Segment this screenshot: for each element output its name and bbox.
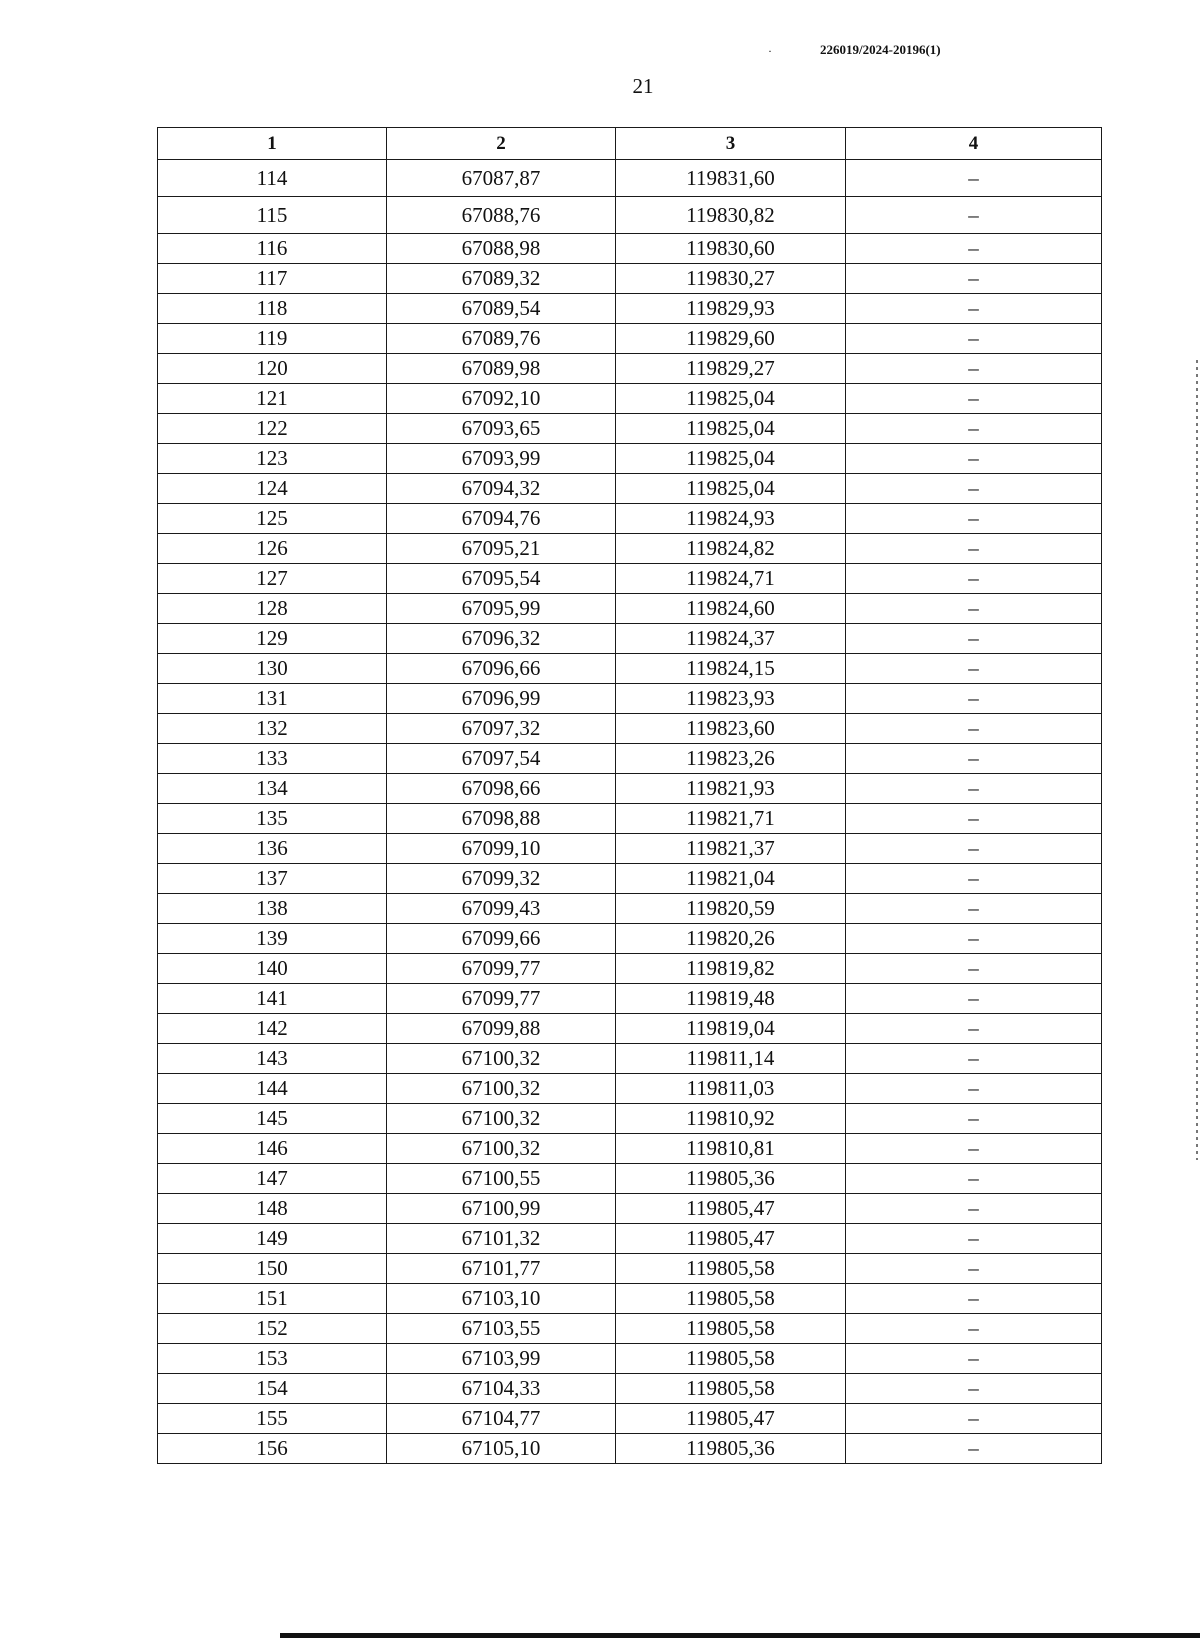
table-cell: 67100,32 — [387, 1134, 616, 1164]
table-cell: 119825,04 — [616, 474, 846, 504]
table-cell: 119805,36 — [616, 1164, 846, 1194]
table-cell: 150 — [158, 1254, 387, 1284]
table-cell: 67100,32 — [387, 1074, 616, 1104]
table-cell: 67099,77 — [387, 954, 616, 984]
table-row — [158, 384, 1102, 414]
table-cell: 67088,98 — [387, 234, 616, 264]
table-cell: 67096,99 — [387, 684, 616, 714]
table-row — [158, 1074, 1102, 1104]
table-cell: 119825,04 — [616, 384, 846, 414]
table-cell: 120 — [158, 354, 387, 384]
table-cell: 67093,65 — [387, 414, 616, 444]
table-cell: 151 — [158, 1284, 387, 1314]
table-cell: 155 — [158, 1404, 387, 1434]
table-cell: 133 — [158, 744, 387, 774]
table-cell: 119805,47 — [616, 1404, 846, 1434]
table-cell: 138 — [158, 894, 387, 924]
table-cell: 119805,36 — [616, 1434, 846, 1464]
table-cell: 149 — [158, 1224, 387, 1254]
table-cell: 129 — [158, 624, 387, 654]
table-cell: 119824,60 — [616, 594, 846, 624]
table-cell: 152 — [158, 1314, 387, 1344]
table-cell: – — [846, 894, 1102, 924]
coordinates-table — [157, 127, 1102, 1464]
table-row — [158, 444, 1102, 474]
table-row — [158, 1284, 1102, 1314]
table-cell: 145 — [158, 1104, 387, 1134]
table-cell: – — [846, 954, 1102, 984]
table-cell: 67099,43 — [387, 894, 616, 924]
table-cell: – — [846, 744, 1102, 774]
table-row — [158, 160, 1102, 197]
table-cell: – — [846, 984, 1102, 1014]
table-row — [158, 1134, 1102, 1164]
table-cell: 156 — [158, 1434, 387, 1464]
table-row — [158, 654, 1102, 684]
table-cell: – — [846, 1224, 1102, 1254]
table-cell: 67089,32 — [387, 264, 616, 294]
table-row — [158, 624, 1102, 654]
table-row — [158, 294, 1102, 324]
table-cell: 119823,26 — [616, 744, 846, 774]
table-cell: 139 — [158, 924, 387, 954]
table-cell: – — [846, 1194, 1102, 1224]
table-body — [158, 160, 1102, 1464]
table-row — [158, 1164, 1102, 1194]
table-cell: – — [846, 1044, 1102, 1074]
table-row — [158, 1314, 1102, 1344]
document-number: 226019/2024-20196(1) — [820, 42, 941, 57]
table-cell: 67101,32 — [387, 1224, 616, 1254]
table-row — [158, 924, 1102, 954]
table-cell: 119829,93 — [616, 294, 846, 324]
table-cell: 140 — [158, 954, 387, 984]
table-cell: 67098,66 — [387, 774, 616, 804]
table-cell: 119830,60 — [616, 234, 846, 264]
table-cell: – — [846, 714, 1102, 744]
table-row — [158, 894, 1102, 924]
table-cell: 132 — [158, 714, 387, 744]
table-cell: – — [846, 474, 1102, 504]
table-cell: – — [846, 564, 1102, 594]
table-cell: 67098,88 — [387, 804, 616, 834]
table-row — [158, 1044, 1102, 1074]
table-cell: 114 — [158, 160, 387, 197]
table-cell: 67104,77 — [387, 1404, 616, 1434]
table-cell: – — [846, 1254, 1102, 1284]
table-row — [158, 984, 1102, 1014]
table-row — [158, 834, 1102, 864]
table-cell: 131 — [158, 684, 387, 714]
table-row — [158, 1014, 1102, 1044]
table-row — [158, 1224, 1102, 1254]
table-cell: 119824,15 — [616, 654, 846, 684]
table-cell: 67093,99 — [387, 444, 616, 474]
header-row — [158, 128, 1102, 160]
table-row — [158, 744, 1102, 774]
table-cell: – — [846, 654, 1102, 684]
table-row — [158, 954, 1102, 984]
table-cell: 119824,82 — [616, 534, 846, 564]
table-cell: 67099,77 — [387, 984, 616, 1014]
table-cell: – — [846, 774, 1102, 804]
table-cell: 67087,87 — [387, 160, 616, 197]
table-cell: – — [846, 1014, 1102, 1044]
column-header: 2 — [387, 128, 616, 160]
table-cell: 119824,71 — [616, 564, 846, 594]
table-cell: 119805,47 — [616, 1194, 846, 1224]
table-cell: 148 — [158, 1194, 387, 1224]
table-cell: – — [846, 384, 1102, 414]
table-row — [158, 474, 1102, 504]
table-cell: – — [846, 1344, 1102, 1374]
table-cell: – — [846, 294, 1102, 324]
table-row — [158, 864, 1102, 894]
table-cell: 67103,55 — [387, 1314, 616, 1344]
table-cell: – — [846, 444, 1102, 474]
table-cell: 137 — [158, 864, 387, 894]
table-cell: 67105,10 — [387, 1434, 616, 1464]
table-row — [158, 534, 1102, 564]
table-cell: 67099,88 — [387, 1014, 616, 1044]
table-row — [158, 1254, 1102, 1284]
table-cell: 119819,48 — [616, 984, 846, 1014]
table-cell: 67089,76 — [387, 324, 616, 354]
table-cell: 119 — [158, 324, 387, 354]
table-row — [158, 1434, 1102, 1464]
table-cell: 67099,32 — [387, 864, 616, 894]
table-cell: 67094,76 — [387, 504, 616, 534]
table-cell: 142 — [158, 1014, 387, 1044]
table-cell: 117 — [158, 264, 387, 294]
table-row — [158, 1404, 1102, 1434]
table-cell: 154 — [158, 1374, 387, 1404]
table-cell: 126 — [158, 534, 387, 564]
table-cell: 67089,54 — [387, 294, 616, 324]
table-cell: 134 — [158, 774, 387, 804]
table-cell: – — [846, 534, 1102, 564]
table-cell: 67104,33 — [387, 1374, 616, 1404]
table-cell: 119805,47 — [616, 1224, 846, 1254]
table-cell: 119820,26 — [616, 924, 846, 954]
table-cell: 130 — [158, 654, 387, 684]
table-cell: 119825,04 — [616, 414, 846, 444]
table-cell: – — [846, 160, 1102, 197]
table-row — [158, 1344, 1102, 1374]
scan-bottom-edge — [280, 1633, 1200, 1638]
table-cell: 119824,93 — [616, 504, 846, 534]
table-cell: 119810,81 — [616, 1134, 846, 1164]
table-cell: 153 — [158, 1344, 387, 1374]
table-cell: 119830,82 — [616, 197, 846, 234]
table-cell: 67100,99 — [387, 1194, 616, 1224]
table-cell: 67100,32 — [387, 1104, 616, 1134]
table-row — [158, 504, 1102, 534]
table-cell: 119830,27 — [616, 264, 846, 294]
table-cell: – — [846, 804, 1102, 834]
column-header: 1 — [158, 128, 387, 160]
table-row — [158, 264, 1102, 294]
table-row — [158, 714, 1102, 744]
table-cell: – — [846, 1374, 1102, 1404]
table-cell: 67103,99 — [387, 1344, 616, 1374]
table-cell: – — [846, 1104, 1102, 1134]
table-cell: 121 — [158, 384, 387, 414]
table-cell: 67099,66 — [387, 924, 616, 954]
table-cell: 116 — [158, 234, 387, 264]
scan-edge-artifact — [1196, 360, 1198, 1160]
table-cell: – — [846, 1404, 1102, 1434]
table-cell: 67088,76 — [387, 197, 616, 234]
table-cell: 119805,58 — [616, 1344, 846, 1374]
table-row — [158, 1374, 1102, 1404]
table-cell: 119811,03 — [616, 1074, 846, 1104]
table-cell: 119821,04 — [616, 864, 846, 894]
table-cell: 67100,55 — [387, 1164, 616, 1194]
table-cell: 147 — [158, 1164, 387, 1194]
table-cell: 119820,59 — [616, 894, 846, 924]
table-cell: – — [846, 1164, 1102, 1194]
table-cell: 119819,04 — [616, 1014, 846, 1044]
table-row — [158, 1194, 1102, 1224]
table-cell: 122 — [158, 414, 387, 444]
column-header: 3 — [616, 128, 846, 160]
table-row — [158, 324, 1102, 354]
table-row — [158, 564, 1102, 594]
table-cell: 119829,60 — [616, 324, 846, 354]
table-row — [158, 804, 1102, 834]
table-cell: – — [846, 594, 1102, 624]
table-cell: 67095,54 — [387, 564, 616, 594]
table-cell: 119825,04 — [616, 444, 846, 474]
table-cell: 119824,37 — [616, 624, 846, 654]
table-header — [158, 128, 1102, 160]
table-cell: 119811,14 — [616, 1044, 846, 1074]
table-cell: 124 — [158, 474, 387, 504]
table-cell: 67096,32 — [387, 624, 616, 654]
table-cell: – — [846, 1134, 1102, 1164]
table-cell: – — [846, 864, 1102, 894]
table-row — [158, 414, 1102, 444]
table-row — [158, 774, 1102, 804]
table-cell: 136 — [158, 834, 387, 864]
table-cell: 144 — [158, 1074, 387, 1104]
table-cell: 67097,54 — [387, 744, 616, 774]
table-cell: 119823,60 — [616, 714, 846, 744]
table-cell: – — [846, 684, 1102, 714]
table-cell: 127 — [158, 564, 387, 594]
table-row — [158, 684, 1102, 714]
table-cell: – — [846, 414, 1102, 444]
table-cell: 67096,66 — [387, 654, 616, 684]
table-cell: – — [846, 234, 1102, 264]
table-cell: 115 — [158, 197, 387, 234]
table-cell: – — [846, 504, 1102, 534]
table-cell: 67103,10 — [387, 1284, 616, 1314]
table-cell: 67101,77 — [387, 1254, 616, 1284]
table-row — [158, 234, 1102, 264]
table-cell: 67100,32 — [387, 1044, 616, 1074]
table-cell: 146 — [158, 1134, 387, 1164]
table-cell: 119821,71 — [616, 804, 846, 834]
table-cell: 123 — [158, 444, 387, 474]
table-cell: – — [846, 1314, 1102, 1344]
table-cell: – — [846, 924, 1102, 954]
table-cell: 141 — [158, 984, 387, 1014]
table-cell: 118 — [158, 294, 387, 324]
table-cell: 128 — [158, 594, 387, 624]
table-cell: – — [846, 834, 1102, 864]
table-cell: 143 — [158, 1044, 387, 1074]
table-cell: 67094,32 — [387, 474, 616, 504]
column-header: 4 — [846, 128, 1102, 160]
table-cell: 119805,58 — [616, 1284, 846, 1314]
table-cell: – — [846, 354, 1102, 384]
table-cell: 135 — [158, 804, 387, 834]
table-cell: 125 — [158, 504, 387, 534]
table-cell: 119805,58 — [616, 1374, 846, 1404]
table-cell: – — [846, 197, 1102, 234]
table-cell: 67095,99 — [387, 594, 616, 624]
table-row — [158, 354, 1102, 384]
table-cell: 119821,93 — [616, 774, 846, 804]
table-cell: – — [846, 1074, 1102, 1104]
table-cell: 119810,92 — [616, 1104, 846, 1134]
table-cell: 67095,21 — [387, 534, 616, 564]
table-cell: – — [846, 324, 1102, 354]
scan-dot-mark: · — [768, 44, 772, 58]
table-cell: 67092,10 — [387, 384, 616, 414]
table-row — [158, 1104, 1102, 1134]
table-cell: 67099,10 — [387, 834, 616, 864]
table-cell: 119805,58 — [616, 1314, 846, 1344]
table-cell: 119831,60 — [616, 160, 846, 197]
table-cell: 119823,93 — [616, 684, 846, 714]
page-number: 21 — [632, 74, 654, 98]
table-cell: 67089,98 — [387, 354, 616, 384]
table-row — [158, 197, 1102, 234]
table-row — [158, 594, 1102, 624]
table-cell: 67097,32 — [387, 714, 616, 744]
table-cell: – — [846, 624, 1102, 654]
table-cell: 119829,27 — [616, 354, 846, 384]
table-cell: – — [846, 1434, 1102, 1464]
table-cell: – — [846, 1284, 1102, 1314]
table-cell: 119821,37 — [616, 834, 846, 864]
table-cell: – — [846, 264, 1102, 294]
table-cell: 119805,58 — [616, 1254, 846, 1284]
table-cell: 119819,82 — [616, 954, 846, 984]
